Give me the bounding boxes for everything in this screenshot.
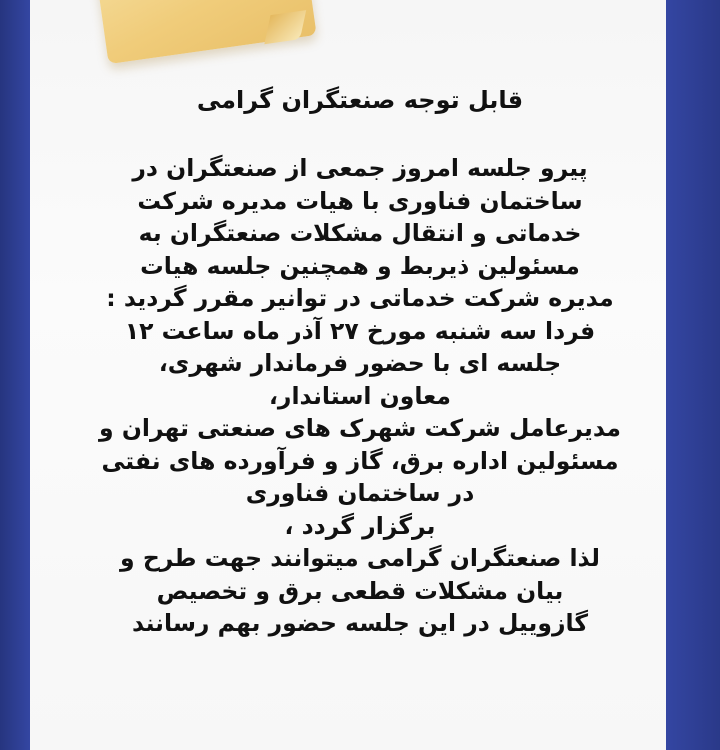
notice-line: مسئولین اداره برق، گاز و فرآورده های نفتی (101, 446, 619, 475)
notice-line: در ساختمان فناوری (245, 479, 475, 507)
frame-right-edge (666, 0, 720, 750)
notice-paper (30, 0, 666, 750)
notice-line: فردا سه شنبه مورخ ۲۷ آذر ماه ساعت ۱۲ (124, 316, 596, 345)
notice-line: مدیرعامل شرکت شهرک های صنعتی تهران و (99, 414, 621, 442)
notice-line: گازوییل در این جلسه حضور بهم رسانند (132, 609, 588, 637)
sticker-fold (264, 10, 306, 44)
notice-line: مدیره شرکت خدماتی در توانیر مقرر گردید : (106, 284, 614, 312)
notice-line: برگزار گردد ، (284, 511, 436, 540)
frame-left-edge (0, 0, 30, 750)
notice-text (56, 82, 664, 640)
notice-line: لذا صنعتگران گرامی میتوانند جهت طرح و (120, 544, 600, 572)
notice-line: بیان مشکلات قطعی برق و تخصیص (156, 576, 564, 605)
notice-line: ساختمان فناوری با هیات مدیره شرکت (137, 186, 583, 215)
notice-line: جلسه ای با حضور فرماندار شهری، (158, 349, 562, 377)
sticker-decoration (93, 0, 316, 64)
notice-line: مسئولین ذیربط و همچنین جلسه هیات (140, 251, 580, 280)
notice-line: معاون استاندار، (269, 381, 451, 410)
notice-line: خدماتی و انتقال مشکلات صنعتگران به (138, 219, 582, 247)
notice-heading: قابل توجه صنعتگران گرامی (196, 86, 524, 114)
notice-line: پیرو جلسه امروز جمعی از صنعتگران در (132, 154, 588, 182)
